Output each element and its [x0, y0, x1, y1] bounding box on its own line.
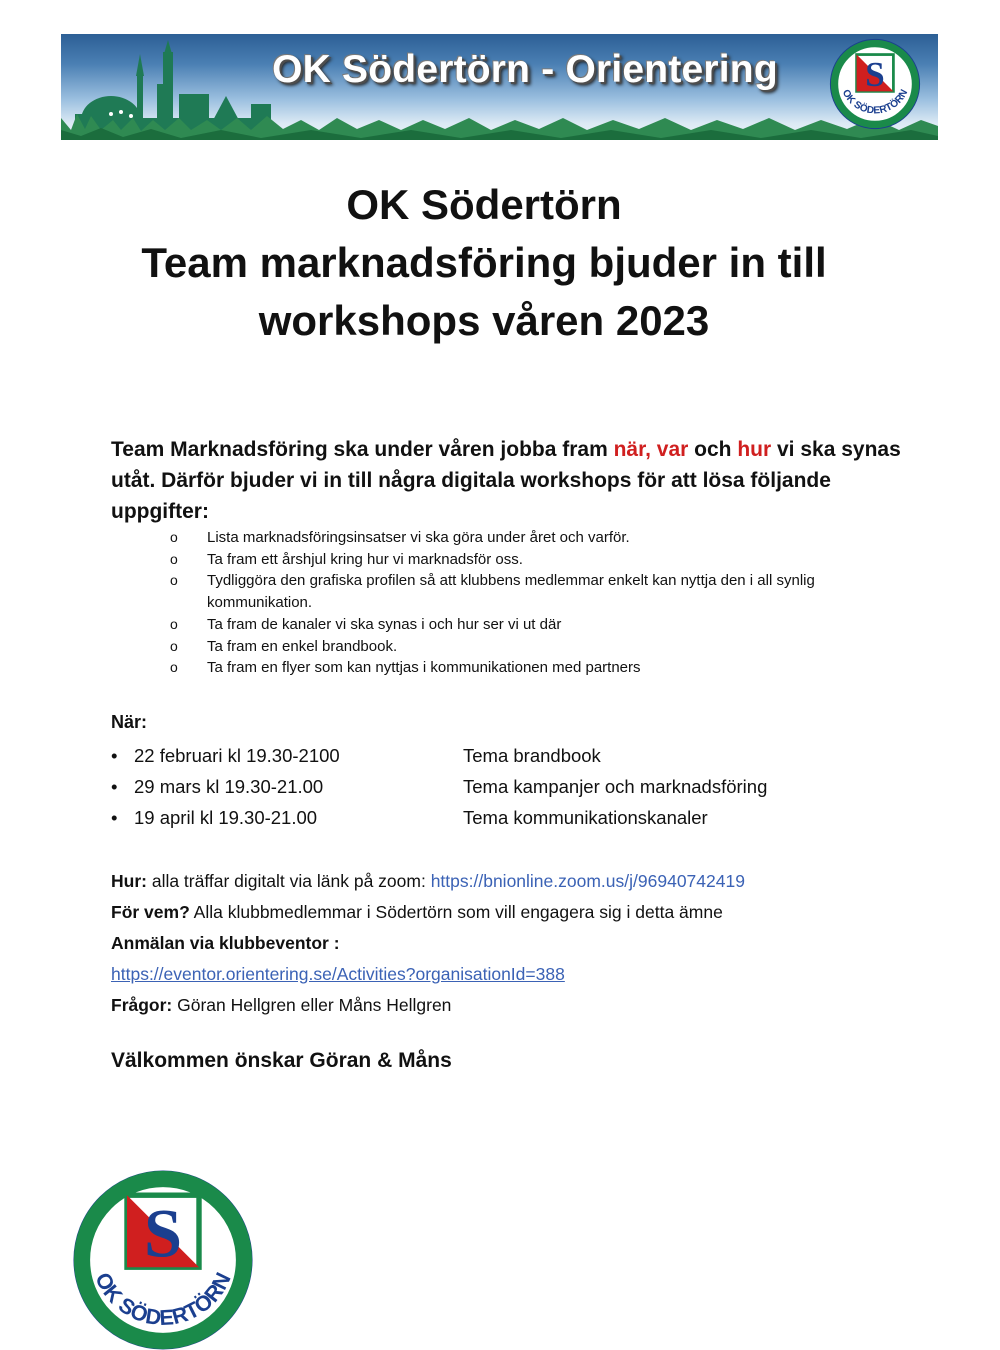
list-item: o Tydliggöra den grafiska profilen så att klubbens medlemmar enkelt kan nyttja den i all synlig kommunikation.: [170, 572, 815, 612]
bullet-icon: •: [111, 776, 118, 797]
how-row: [111, 866, 931, 897]
for-whom-row: [111, 897, 931, 928]
header-banner: [61, 34, 938, 140]
info-block: [111, 866, 931, 1021]
svg-text:OK SÖDERTÖRN: OK SÖDERTÖRN: [90, 1268, 236, 1331]
when-label: När:: [111, 712, 148, 732]
questions-row: [111, 990, 931, 1021]
title-line-3: workshops våren 2023: [258, 297, 710, 344]
intro-text-2: vi ska synas utåt. Därför bjuder vi in till några digitala workshops för att lösa följande uppgifter:: [111, 438, 901, 523]
session-theme: Tema kommunikationskanaler: [463, 807, 708, 828]
how-text: alla träffar digitalt via länk på zoom:: [146, 871, 431, 891]
svg-text:S: S: [143, 1195, 183, 1272]
svg-text:OK SÖDERTÖRN: OK SÖDERTÖRN: [839, 87, 911, 117]
bullet-icon: o: [170, 637, 178, 654]
questions-label: Frågor:: [111, 995, 173, 1015]
for-whom-text: Alla klubbmedlemmar i Södertörn som vill engagera sig i detta ämne: [189, 902, 723, 922]
registration-row: [111, 928, 931, 959]
intro-text-and: och: [688, 438, 738, 461]
list-item: o Ta fram de kanaler vi ska synas i och hur ser vi ut där: [170, 614, 910, 636]
for-whom-label: För vem?: [111, 902, 190, 922]
zoom-link[interactable]: https://bnionline.zoom.us/j/96940742419: [430, 871, 745, 891]
title-line-1: OK Södertörn: [346, 181, 622, 228]
questions-text: Göran Hellgren eller Måns Hellgren: [172, 995, 452, 1015]
bullet-icon: o: [170, 615, 178, 632]
eventor-link[interactable]: https://eventor.orientering.se/Activities?organisationId=388: [111, 964, 565, 984]
list-item: o Ta fram en flyer som kan nyttjas i kommunikationen med partners: [170, 657, 910, 679]
bullet-icon: o: [170, 529, 178, 545]
session-date: 22 februari kl 19.30-2100: [134, 745, 340, 766]
session-theme: Tema brandbook: [463, 745, 601, 766]
session-list: [111, 740, 911, 833]
intro-paragraph: [111, 434, 901, 527]
intro-text-1: Team Marknadsföring ska under våren jobba fram: [111, 438, 614, 461]
bullet-icon: o: [170, 572, 178, 589]
title-line-2: Team marknadsföring bjuder in till: [141, 239, 827, 286]
bullet-icon: o: [170, 659, 178, 676]
list-item: o Ta fram en enkel brandbook.: [170, 636, 910, 658]
task-list: [170, 527, 910, 679]
intro-highlight-where: var: [656, 438, 689, 461]
club-logo: [829, 38, 921, 130]
bullet-icon: o: [170, 550, 178, 567]
intro-highlight-when: när,: [613, 438, 651, 461]
session-theme: Tema kampanjer och marknadsföring: [463, 776, 768, 797]
session-item: [111, 802, 911, 833]
page-title: [0, 176, 968, 350]
intro-highlight-how: hur: [737, 438, 772, 461]
bullet-icon: •: [111, 745, 118, 766]
session-item: [111, 740, 911, 771]
session-date: 19 april kl 19.30-21.00: [134, 807, 318, 828]
registration-link-row: [111, 959, 931, 990]
banner-title: OK Södertörn - Orientering: [272, 48, 778, 91]
session-date: 29 mars kl 19.30-21.00: [134, 776, 324, 797]
session-item: [111, 771, 911, 802]
svg-text:S: S: [865, 54, 885, 94]
list-item: o Ta fram ett årshjul kring hur vi marknadsför oss.: [170, 549, 910, 571]
list-item: o Lista marknadsföringsinsatser vi ska göra under året och varför.: [170, 527, 910, 549]
club-logo-large: [73, 1170, 253, 1350]
bullet-icon: •: [111, 807, 118, 828]
how-label: Hur:: [111, 871, 147, 891]
registration-label: Anmälan via klubbeventor :: [111, 933, 340, 953]
closing-greeting: Välkommen önskar Göran & Måns: [111, 1049, 452, 1072]
